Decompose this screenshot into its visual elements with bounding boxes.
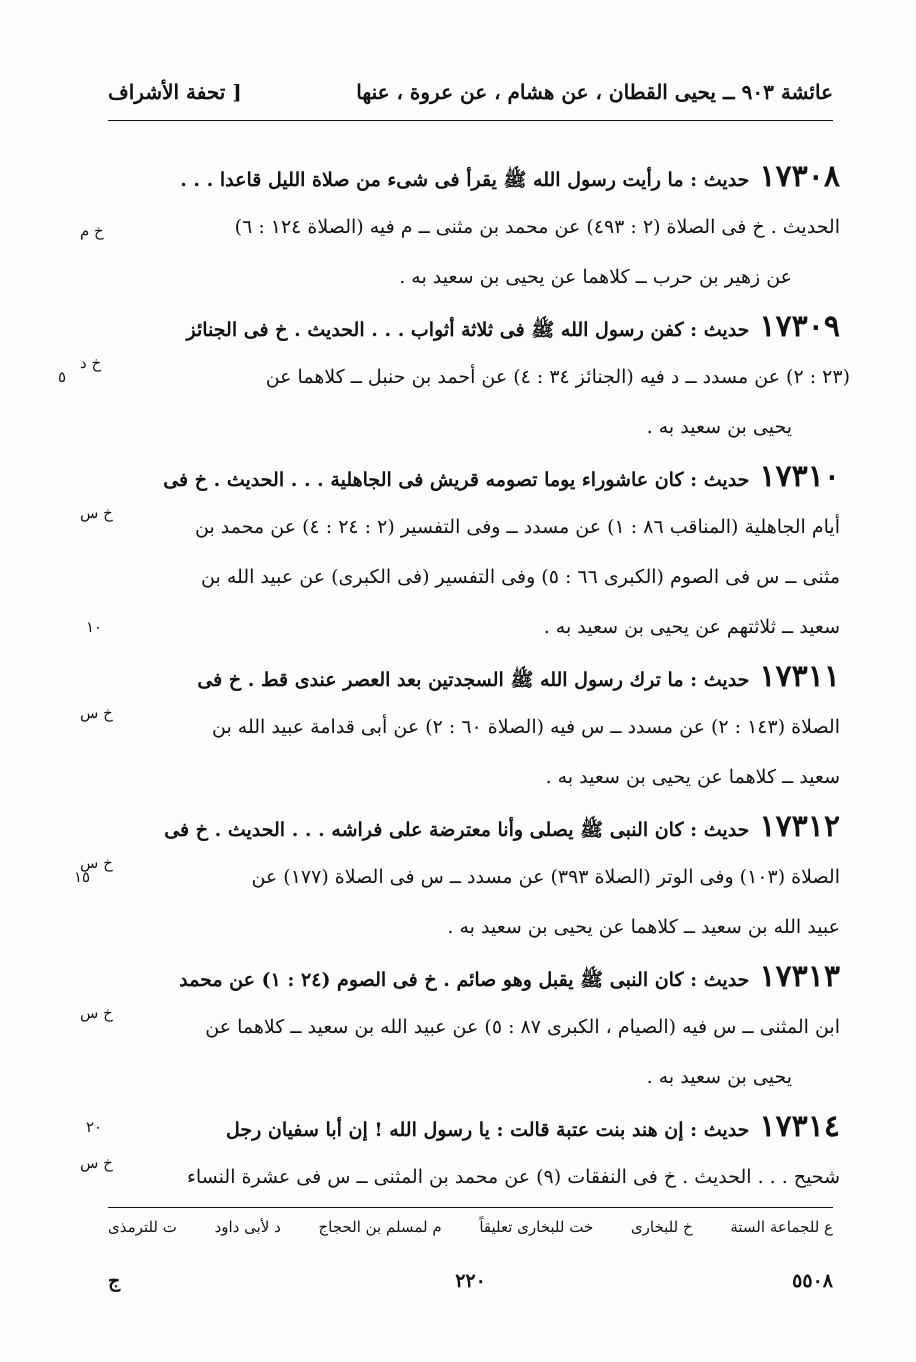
entry-line: حديث : ما ترك رسول الله ﷺ السجدتين بعد العصر عندى قط . خ فى [197, 669, 750, 691]
volume-marker: ج [108, 1270, 121, 1292]
line-margin-number: ١٥ [74, 868, 91, 886]
entry-number: ١٧٣١٤ [759, 1109, 840, 1144]
line-margin-number: ٢٠ [86, 1118, 103, 1136]
line-margin-number: ٥ [58, 368, 67, 386]
entry-line: حديث : كان النبى ﷺ يقبل وهو صائم . خ فى الصوم (٢٤ : ١) عن محمد [179, 969, 750, 991]
entry-line: يحيى بن سعيد به . [646, 416, 792, 438]
abbreviation-item: م لمسلم بن الحجاج [318, 1218, 442, 1236]
hadith-entry [80, 452, 840, 652]
entry-line: حديث : كان عاشوراء يوما تصومه قريش فى الجاهلية . . . الحديث . خ فى [163, 469, 750, 491]
entry-line: حديث : إن هند بنت عتبة قالت : يا رسول الله ! إن أبا سفيان رجل [225, 1119, 750, 1141]
entry-line: الصلاة (١٠٣) وفى الوتر (الصلاة ٣٩٣) عن مسدد ــ س فى الصلاة (١٧٧) عن [251, 866, 840, 888]
page-footer [108, 1270, 833, 1300]
entry-line: يحيى بن سعيد به . [646, 1066, 792, 1088]
signature-number: ٥٥٠٨ [792, 1270, 833, 1292]
hadith-entry [80, 952, 840, 1102]
entry-number: ١٧٣٠٩ [759, 309, 840, 344]
abbreviation-item: ت للترمذى [108, 1218, 177, 1236]
entry-line: الحديث . خ فى الصلاة (٢ : ٤٩٣) عن محمد بن مثنى ــ م فيه (الصلاة ١٢٤ : ٦) [234, 216, 840, 238]
page-number: ٢٢٠ [455, 1270, 486, 1292]
entry-number: ١٧٣١٠ [759, 459, 840, 494]
hadith-entries [58, 152, 850, 1202]
page-header [108, 80, 833, 116]
hadith-entry [80, 1102, 840, 1202]
entry-line: سعيد ــ كلاهما عن يحيى بن سعيد به . [545, 766, 840, 788]
entry-line: عبيد الله بن سعيد ــ كلاهما عن يحيى بن سعيد به . [447, 916, 840, 938]
entry-line: الصلاة (١٤٣ : ٢) عن مسدد ــ س فيه (الصلاة ٦٠ : ٢) عن أبى قدامة عبيد الله بن [211, 716, 840, 738]
entry-line: شحيح . . . الحديث . خ فى النفقات (٩) عن محمد بن المثنى ــ س فى عشرة النساء [187, 1166, 840, 1188]
abbreviation-item: خت للبخارى تعليقاً [479, 1218, 594, 1236]
line-margin-number: ١٠ [86, 618, 103, 636]
entry-sigla: خ د [80, 354, 102, 372]
entry-number: ١٧٣١٢ [759, 809, 840, 844]
entry-sigla: خ س [80, 854, 113, 872]
running-title: عائشة ٩٠٣ ــ يحيى القطان ، عن هشام ، عن عروة ، عنها [356, 80, 833, 104]
entry-line: مثنى ــ س فى الصوم (الكبرى ٦٦ : ٥) وفى التفسير (فى الكبرى) عن عبيد الله بن [201, 566, 840, 588]
entry-line: حديث : كفن رسول الله ﷺ فى ثلاثة أثواب . . . الحديث . خ فى الجنائز [186, 319, 750, 341]
entry-sigla: خ م [80, 222, 104, 240]
entry-number: ١٧٣١٣ [759, 959, 840, 994]
footnote-rule [108, 1207, 833, 1208]
entry-line: سعيد ــ ثلاثتهم عن يحيى بن سعيد به . [543, 616, 840, 638]
abbreviation-item: د لأبى داود [214, 1218, 281, 1236]
hadith-entry [80, 652, 840, 802]
entry-line: عن زهير بن حرب ــ كلاهما عن يحيى بن سعيد به . [399, 266, 792, 288]
entry-line: (٢٣ : ٢) عن مسدد ــ د فيه (الجنائز ٣٤ : ٤) عن أحمد بن حنبل ــ كلاهما عن [265, 366, 850, 388]
entry-sigla: خ س [80, 704, 113, 722]
book-title: [ تحفة الأشراف [108, 80, 242, 104]
abbreviation-item: ع للجماعة الستة [730, 1218, 833, 1236]
abbreviation-key [108, 1218, 833, 1236]
hadith-entry [80, 152, 840, 302]
abbreviation-item: خ للبخارى [630, 1218, 693, 1236]
entry-line: ابن المثنى ــ س فيه (الصيام ، الكبرى ٨٧ : ٥) عن عبيد الله بن سعيد ــ كلاهما عن [205, 1016, 840, 1038]
entry-sigla: خ س [80, 1004, 113, 1022]
entry-number: ١٧٣١١ [759, 659, 840, 694]
header-rule [108, 120, 833, 121]
entry-sigla: خ س [80, 1154, 113, 1172]
hadith-entry [58, 302, 850, 452]
entry-number: ١٧٣٠٨ [759, 159, 840, 194]
hadith-entry [74, 802, 840, 952]
entry-sigla: خ س [80, 504, 113, 522]
entry-line: حديث : ما رأيت رسول الله ﷺ يقرأ فى شىء من صلاة الليل قاعدا . . . [180, 169, 750, 191]
entry-line: حديث : كان النبى ﷺ يصلى وأنا معترضة على فراشه . . . الحديث . خ فى [164, 819, 750, 841]
entry-line: أيام الجاهلية (المناقب ٨٦ : ١) عن مسدد ــ وفى التفسير (٢ : ٢٤ : ٤) عن محمد بن [195, 516, 840, 538]
